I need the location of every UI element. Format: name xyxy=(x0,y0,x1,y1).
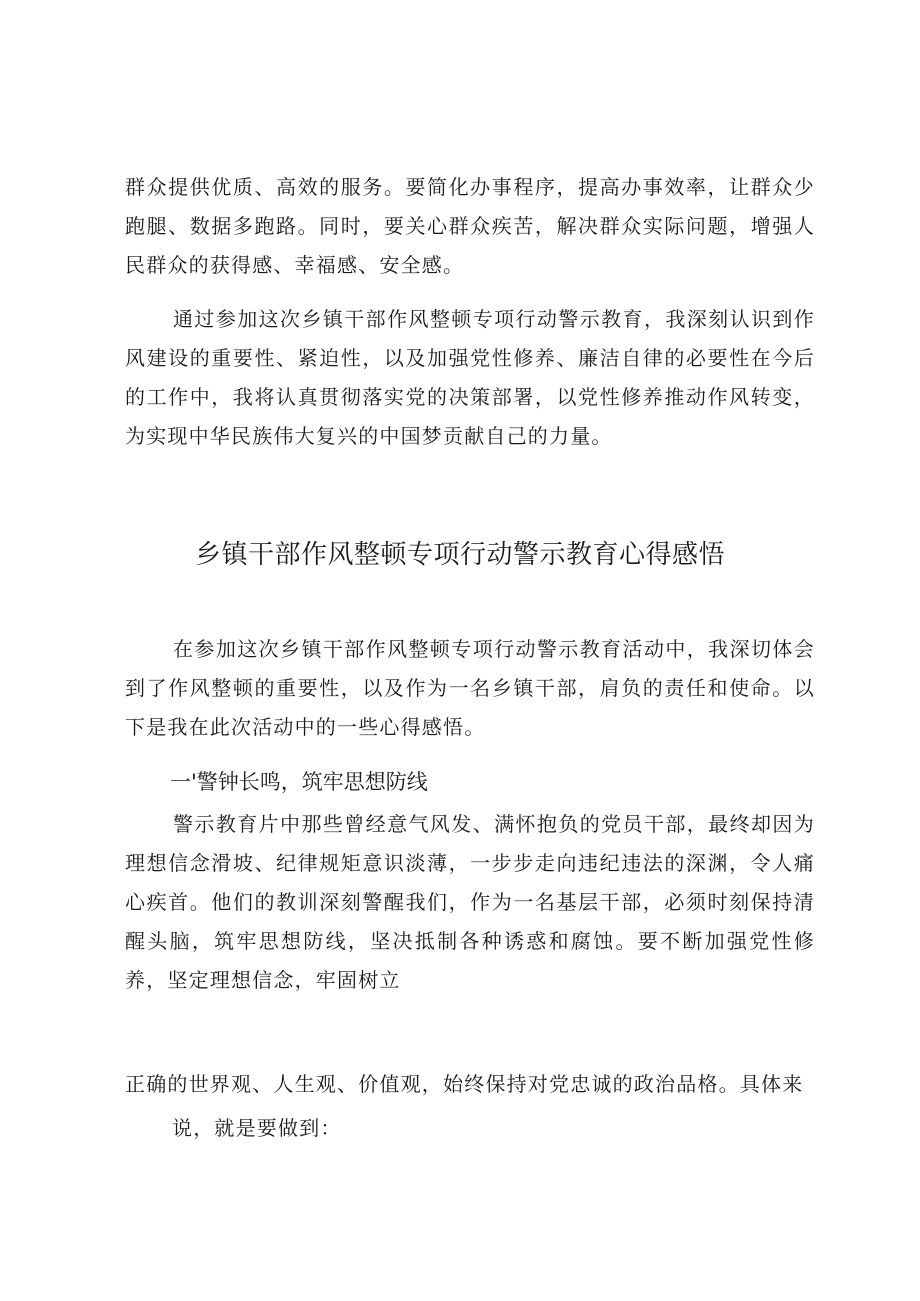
paragraph-conclusion: 通过参加这次乡镇干部作风整顿专项行动警示教育，我深刻认识到作风建设的重要性、紧迫性，以及加强党性修养、廉洁自律的必要性在今后的工作中，我将认真贯彻落实党的决策部署，以党性修养推动作风转变，为实现中华民族伟大复兴的中国梦贡献自己的力量。 xyxy=(125,307,815,448)
document-title: 乡镇干部作风整顿专项行动警示教育心得感悟 xyxy=(194,540,725,570)
paragraph-continuation: 群众提供优质、高效的服务。要简化办事程序，提高办事效率，让群众少跑腿、数据多跑路。同时，要关心群众疾苦，解决群众实际问题，增强人民群众的获得感、幸福感、安全感。 xyxy=(125,175,815,277)
section-heading: 一'警钟长鸣，筑牢思想防线 xyxy=(170,770,428,794)
paragraph-continuation-line-1: 正确的世界观、人生观、价值观，始终保持对党忠诚的政治品格。具体来 xyxy=(125,1072,804,1096)
paragraph-continuation-line-2: 说，就是要做到： xyxy=(172,1116,342,1140)
paragraph-section-1: 警示教育片中那些曾经意气风发、满怀抱负的党员干部，最终却因为理想信念滑坡、纪律规矩意识淡薄，一步步走向违纪违法的深渊，令人痛心疾首。他们的教训深刻警醒我们，作为一名基层干部，必须时刻保持清醒头脑，筑牢思想防线，坚决抵制各种诱惑和腐蚀。要不断加强党性修养，坚定理想信念，牢固树立 xyxy=(125,812,815,992)
paragraph-intro: 在参加这次乡镇干部作风整顿专项行动警示教育活动中，我深切体会到了作风整顿的重要性，以及作为一名乡镇干部，肩负的责任和使命。以下是我在此次活动中的一些心得感悟。 xyxy=(125,637,815,739)
